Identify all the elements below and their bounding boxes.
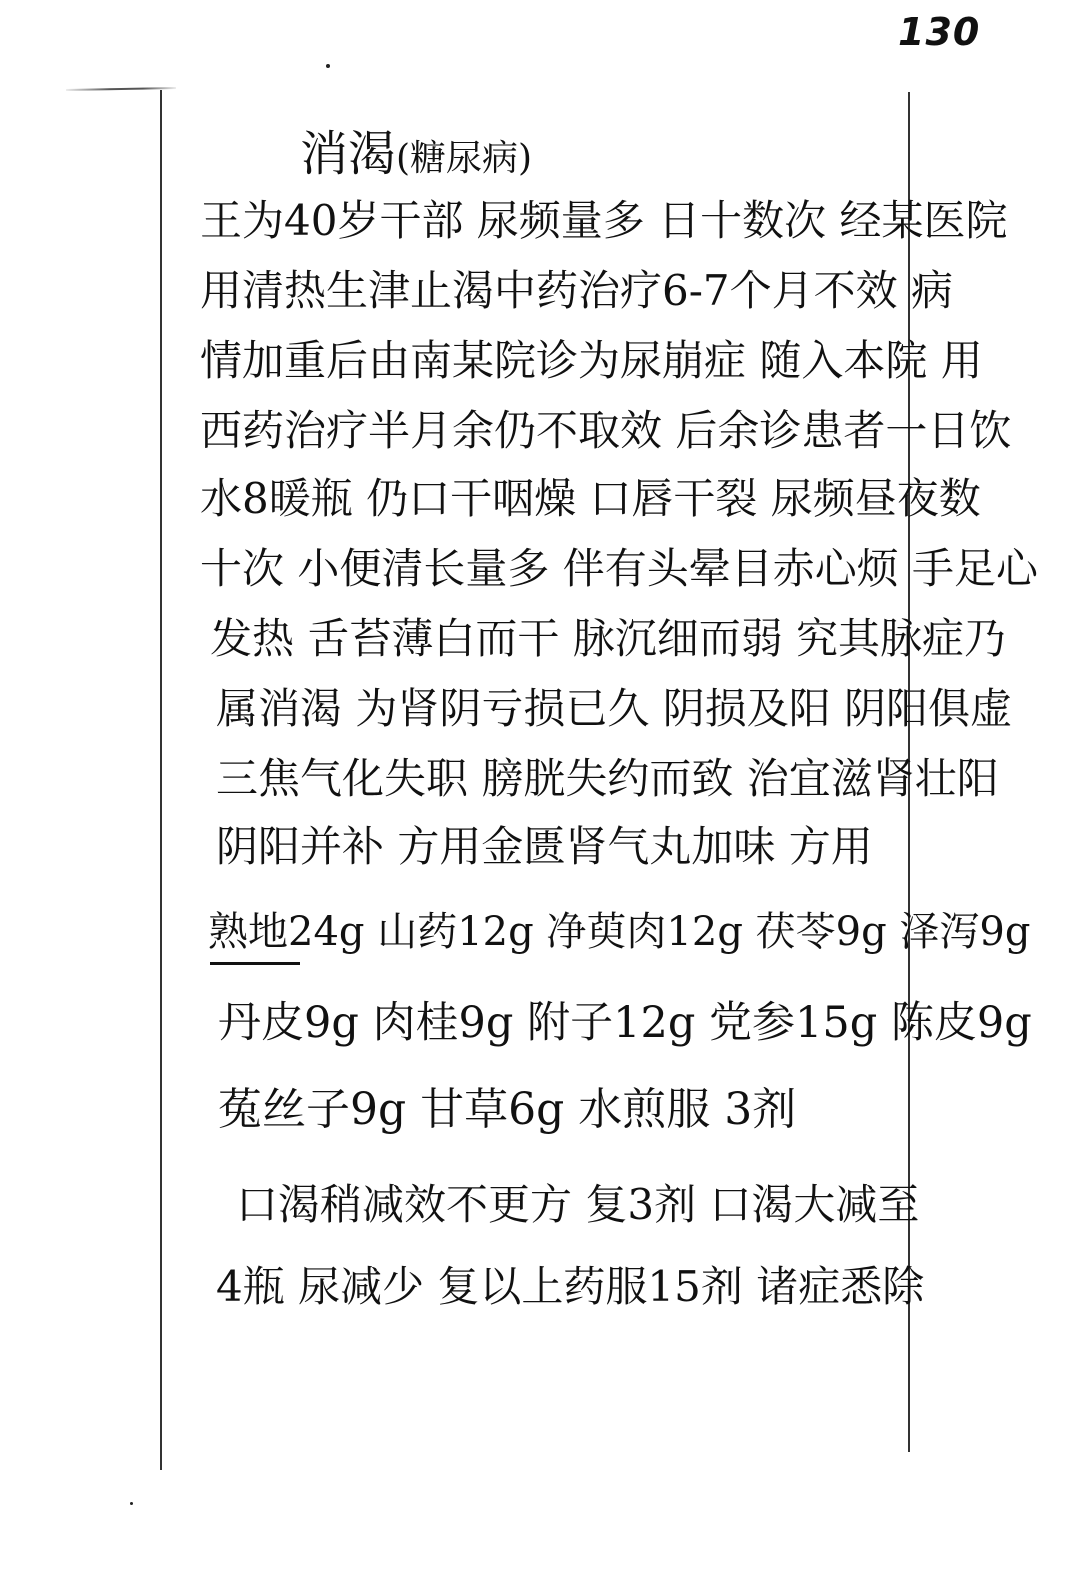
title-sub: (糖尿病) [396,138,533,179]
text-line: 王为40岁干部 尿频量多 日十数次 经某医院 [200,196,1008,245]
ink-speck [326,64,330,68]
prescription-line: 熟地24g 山药12g 净萸肉12g 茯苓9g 泽泻9g [208,909,1031,955]
text-line: 属消渴 为肾阴亏损已久 阴损及阳 阴阳俱虚 [216,684,1013,733]
text-line: 三焦气化失职 膀胱失约而致 治宜滋肾壮阳 [216,754,999,803]
page-number: 130 [898,10,981,54]
prescription-line: 菟丝子9g 甘草6g 水煎服 3剂 [218,1084,797,1135]
text-line: 情加重后由南某院诊为尿崩症 随入本院 用 [200,336,983,385]
section-title [300,115,532,184]
followup-line: 口渴稍减效不更方 复3剂 口渴大减至 [236,1180,920,1229]
text-line: 西药治疗半月余仍不取效 后余诊患者一日饮 [200,406,1012,455]
followup-line: 4瓶 尿减少 复以上药服15剂 诸症悉除 [216,1262,925,1311]
text-line: 用清热生津止渴中药治疗6-7个月不效 病 [200,266,953,315]
left-margin-line [160,90,162,1470]
text-line: 阴阳并补 方用金匮肾气丸加味 方用 [216,822,873,871]
ink-speck [130,1502,133,1505]
text-line: 水8暖瓶 仍口干咽燥 口唇干裂 尿频昼夜数 [200,474,981,523]
strike-mark [210,962,300,965]
text-line: 十次 小便清长量多 伴有头晕目赤心烦 手足心 [200,544,1039,593]
text-line: 发热 舌苔薄白而干 脉沉细而弱 究其脉症乃 [210,614,1007,663]
prescription-line: 丹皮9g 肉桂9g 附子12g 党参15g 陈皮9g [218,998,1032,1048]
title-main: 消渴 [300,126,397,182]
